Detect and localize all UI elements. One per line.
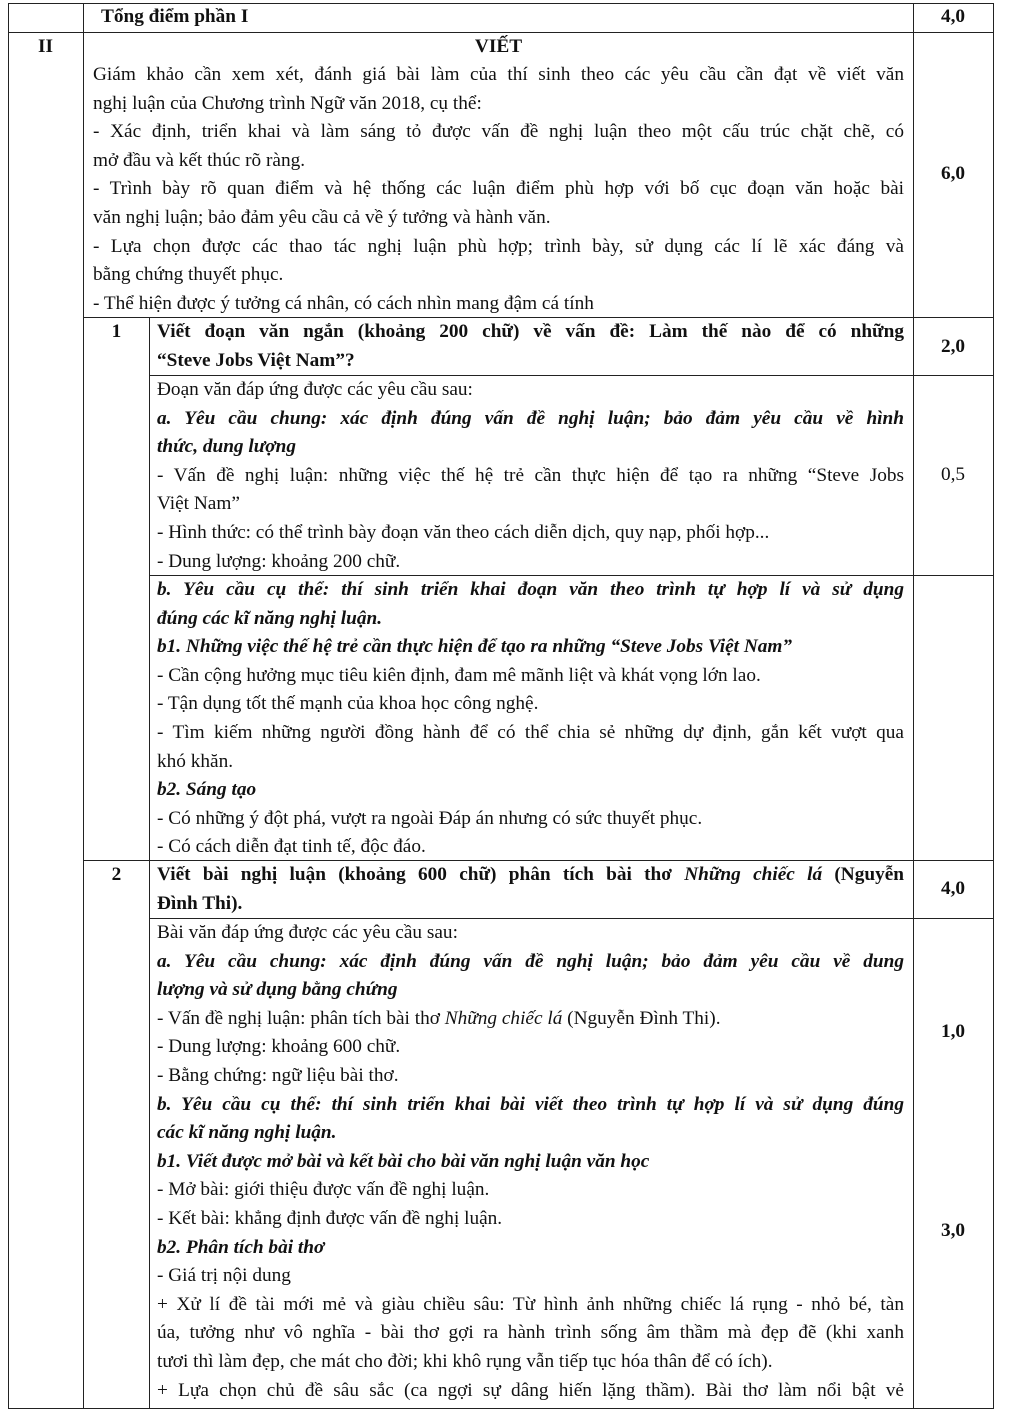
intro-line: Giám khảo cần xem xét, đánh giá bài làm của thí sinh theo các yêu cầu cần đạt về viết văn bbox=[93, 64, 904, 85]
q1a-line: - Vấn đề nghị luận: những việc thế hệ trẻ cần thực hiện để tạo ra những “Steve Jobs bbox=[157, 464, 904, 486]
intro-line: - Thể hiện được ý tưởng cá nhân, có cách nhìn mang đậm cá tính bbox=[93, 292, 594, 314]
intro-line: mở đầu và kết thúc rõ ràng. bbox=[93, 149, 306, 171]
q1b1-heading: b1. Những việc thế hệ trẻ cần thực hiện để tạo ra những “Steve Jobs Việt Nam” bbox=[157, 636, 793, 658]
q2-title-line: Đình Thi). bbox=[157, 892, 243, 914]
q1b1-line: - Cần cộng hưởng mục tiêu kiên định, đam mê mãnh liệt và khát vọng lớn lao. bbox=[157, 664, 761, 686]
q2b2-line: - Giá trị nội dung bbox=[157, 1265, 291, 1287]
q1-title-line: “Steve Jobs Việt Nam”? bbox=[157, 349, 355, 371]
q1b2-line: - Có những ý đột phá, vượt ra ngoài Đáp án nhưng có sức thuyết phục. bbox=[157, 807, 703, 829]
q1-title-line: Viết đoạn văn ngắn (khoảng 200 chữ) về vấn đề: Làm thế nào để có những bbox=[157, 321, 904, 342]
col-line-3 bbox=[913, 3, 914, 1409]
col-line-2 bbox=[149, 317, 150, 1409]
q2a-line: - Bằng chứng: ngữ liệu bài thơ. bbox=[157, 1065, 399, 1086]
total-label: Tổng điểm phần I bbox=[101, 6, 249, 27]
intro-line: văn nghị luận; bảo đảm yêu cầu cả về ý tưởng và hành văn. bbox=[93, 207, 551, 228]
q2-title-part: (Nguyễn bbox=[822, 864, 904, 885]
q2b-heading-line: b. Yêu cầu cụ thể: thí sinh triển khai bài viết theo trình tự hợp lí và sử dụng đúng bbox=[157, 1093, 904, 1115]
section-title: VIẾT bbox=[474, 36, 523, 57]
q2b-heading-line: các kĩ năng nghị luận. bbox=[157, 1122, 337, 1144]
q1b2-heading: b2. Sáng tạo bbox=[157, 779, 257, 801]
col-line-1 bbox=[83, 3, 84, 1409]
q1a-intro: Đoạn văn đáp ứng được các yêu cầu sau: bbox=[157, 379, 473, 400]
q1a-heading-line: thức, dung lượng bbox=[157, 436, 296, 458]
q2b2-line: úa, tưởng như vô nghĩa - bài thơ gợi ra hành trình sống âm thầm mà đẹp đẽ (khi xanh bbox=[157, 1322, 904, 1344]
q2-title-part: Viết bài nghị luận (khoảng 600 chữ) phân tích bài thơ bbox=[157, 864, 685, 885]
row-line-bottom bbox=[8, 1408, 994, 1409]
q2a-line: - Dung lượng: khoảng 600 chữ. bbox=[157, 1036, 401, 1058]
intro-line: - Trình bày rõ quan điểm và hệ thống các luận điểm phù hợp với bố cục đoạn văn hoặc bài bbox=[93, 178, 904, 200]
q1b2-line: - Có cách diễn đạt tinh tế, độc đáo. bbox=[157, 836, 426, 858]
q1a-line: - Dung lượng: khoảng 200 chữ. bbox=[157, 550, 401, 572]
q1b-heading-line: đúng các kĩ năng nghị luận. bbox=[157, 607, 383, 629]
q2-number: 2 bbox=[111, 864, 122, 885]
intro-line: nghị luận của Chương trình Ngữ văn 2018, cụ thể: bbox=[93, 92, 482, 114]
border-left bbox=[8, 3, 9, 1409]
q2-title-line bbox=[157, 861, 904, 890]
q1-number: 1 bbox=[111, 321, 122, 342]
intro-line: bằng chứng thuyết phục. bbox=[93, 264, 284, 286]
q2b2-line: tươi thì làm đẹp, che mát cho đời; khi khô rụng vẫn tiếp tục hóa thân để có ích). bbox=[157, 1351, 773, 1372]
q1b1-line: - Tận dụng tốt thế mạnh của khoa học công nghệ. bbox=[157, 693, 539, 715]
q1b1-line: - Tìm kiếm những người đồng hành để có thể chia sẻ những dự định, gắn kết vượt qua bbox=[157, 722, 904, 743]
section-number: II bbox=[37, 36, 53, 57]
q2a-line bbox=[157, 1005, 721, 1034]
q2a-line-poem: Những chiếc lá bbox=[444, 1007, 563, 1029]
q1a-line: Việt Nam” bbox=[157, 493, 240, 515]
q2b2-line: + Xử lí đề tài mới mẻ và giàu chiều sâu: Từ hình ảnh những chiếc lá rụng - nhỏ bé, tàn bbox=[157, 1293, 904, 1315]
section-score: 6,0 bbox=[940, 163, 966, 184]
q2-score: 4,0 bbox=[940, 878, 966, 899]
q1b-heading-line: b. Yêu cầu cụ thể: thí sinh triển khai đoạn văn theo trình tự hợp lí và sử dụng bbox=[157, 579, 904, 600]
border-right bbox=[993, 3, 994, 1409]
intro-line: - Xác định, triển khai và làm sáng tỏ được vấn đề nghị luận theo một cấu trúc chặt chẽ, có bbox=[93, 121, 904, 143]
q2b1-line: - Kết bài: khẳng định được vấn đề nghị luận. bbox=[157, 1208, 503, 1229]
q2b2-line: + Lựa chọn chủ đề sâu sắc (ca ngợi sự dâng hiến lặng thầm). Bài thơ làm nổi bật vẻ bbox=[157, 1379, 904, 1401]
q2a-score: 1,0 bbox=[940, 1021, 966, 1042]
q2a-line-part: (Nguyễn Đình Thi). bbox=[562, 1007, 721, 1029]
q2a-intro: Bài văn đáp ứng được các yêu cầu sau: bbox=[157, 922, 458, 943]
q1a-line: - Hình thức: có thể trình bày đoạn văn theo cách diễn dịch, quy nạp, phối hợp... bbox=[157, 522, 770, 543]
q2a-line-part: - Vấn đề nghị luận: phân tích bài thơ bbox=[157, 1007, 445, 1029]
q1b1-line: khó khăn. bbox=[157, 750, 234, 772]
q1a-score: 0,5 bbox=[940, 464, 966, 485]
intro-line: - Lựa chọn được các thao tác nghị luận phù hợp; trình bày, sử dụng các lí lẽ xác đáng và bbox=[93, 235, 904, 257]
q2b-score: 3,0 bbox=[940, 1220, 966, 1241]
q2b1-heading: b1. Viết được mở bài và kết bài cho bài văn nghị luận văn học bbox=[157, 1150, 650, 1172]
q2a-heading-line: lượng và sử dụng bằng chứng bbox=[157, 979, 398, 1001]
q2-title-poem: Những chiếc lá bbox=[684, 864, 823, 885]
q2a-heading-line: a. Yêu cầu chung: xác định đúng vấn đề nghị luận; bảo đảm yêu cầu về dung bbox=[157, 950, 904, 972]
q2b2-heading: b2. Phân tích bài thơ bbox=[157, 1236, 325, 1258]
q2b1-line: - Mở bài: giới thiệu được vấn đề nghị luận. bbox=[157, 1179, 490, 1201]
total-score: 4,0 bbox=[940, 6, 966, 27]
q1-score: 2,0 bbox=[940, 336, 966, 357]
q1a-heading-line: a. Yêu cầu chung: xác định đúng vấn đề nghị luận; bảo đảm yêu cầu về hình bbox=[157, 407, 904, 429]
